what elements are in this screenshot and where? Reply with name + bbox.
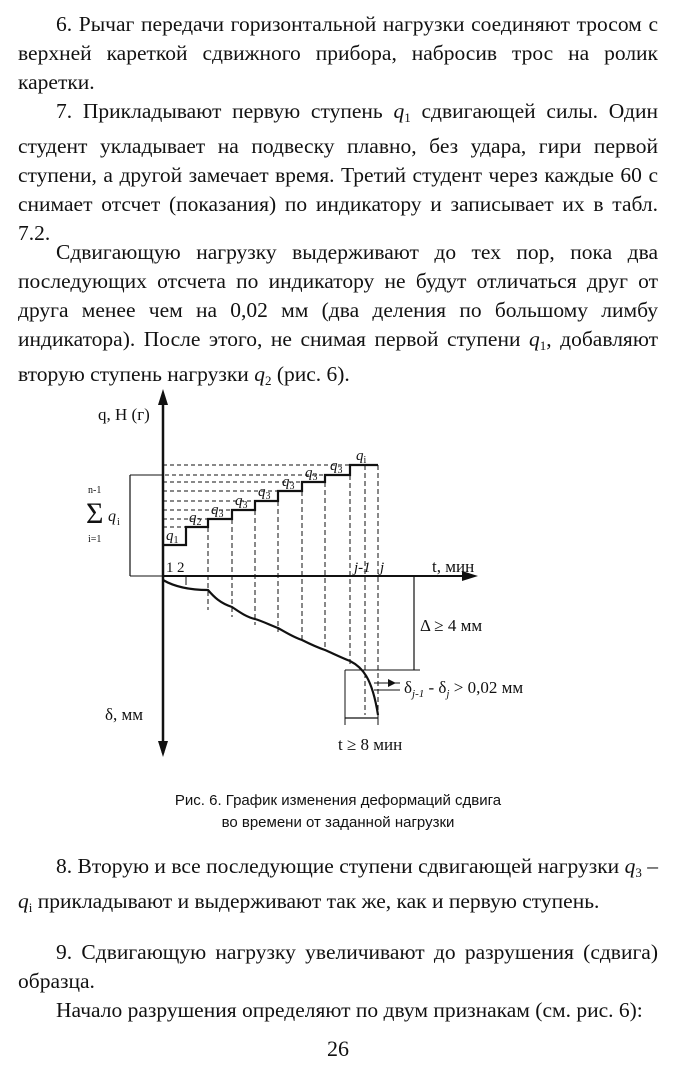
step-label: $q_3$: [305, 465, 318, 483]
paragraph-failure-signs: Начало разрушения определяют по двум признакам (см. рис. 6):: [56, 998, 643, 1022]
x-axis-label: t, мин: [432, 557, 475, 576]
step-labels: [166, 448, 367, 546]
time-guides: [208, 465, 378, 715]
paragraph-hold-load: Сдвигающую нагрузку выдерживают до тех пор, пока два последующих отсчета по индикатору не будут отличаться друг от друга менее чем на 0,02 мм (два деления по большому лимбу индикатора). После этого, не снимая первой ступени $q_1$, добавляют вторую ступень нагрузки $q_2$ (рис. 6).: [18, 240, 658, 388]
time-limit-label: t ≥ 8 мин: [338, 735, 403, 754]
page-number: 26: [327, 1036, 349, 1061]
axis-arrow-up: [158, 389, 168, 405]
tick-label-1: 1: [166, 560, 174, 576]
tick-label-j: j: [380, 560, 385, 576]
sum-variable: q: [108, 508, 116, 525]
sum-upper-limit: n-1: [88, 485, 102, 496]
tick-label-2: 2: [177, 560, 185, 576]
step-label: $q_3$: [258, 484, 271, 502]
step-label: $q_2$: [189, 510, 202, 528]
paragraph-step-8: 8. Вторую и все последующие ступени сдвигающей нагрузки $q_3 - q_i$ прикладывают и выдерживают так же, как и первую ступень.: [18, 854, 659, 915]
deformation-figure: [0, 385, 676, 775]
sum-lower-limit: i=1: [88, 534, 102, 545]
delta-axis-label: δ, мм: [105, 705, 144, 724]
deformation-curve: [163, 580, 378, 715]
figure-caption-line-1: Рис. 6. График изменения деформаций сдвига: [174, 792, 502, 809]
step-label: $q_3$: [235, 493, 248, 511]
sum-variable-index: i: [117, 517, 120, 528]
step-label: $q_3$: [282, 474, 295, 492]
delta-limit-label: Δ ≥ 4 мм: [420, 616, 483, 635]
tick-label-j-1: j-1: [354, 560, 371, 576]
paragraph-step-7: 7. Прикладывают первую ступень $q_1$ сдвигающей силы. Один студент укладывает на подвеску плавно, без удара, гири первой ступени, а другой замечает время. Третий студент через каждые 60 с снимает отсчет (показания) по индикатору и записывает их в табл. 7.2.: [18, 99, 658, 245]
paragraph-step-9: 9. Сдвигающую нагрузку увеличивают до разрушения (сдвига) образца.: [18, 940, 658, 993]
y-axis-label: q, Н (г): [98, 405, 150, 424]
figure-caption-line-2: во времени от заданной нагрузки: [221, 814, 455, 831]
step-label: $q_1$: [166, 528, 179, 546]
delta-diff-arrow: [388, 679, 396, 687]
axis-arrow-down: [158, 741, 168, 757]
sum-symbol: Σ: [86, 497, 104, 530]
load-staircase: [163, 465, 378, 545]
delta-diff-label: $\delta_{j-1} - \delta_j > 0,02$ мм: [404, 678, 524, 700]
paragraph-step-6: 6. Рычаг передачи горизонтальной нагрузки соединяют тросом с верхней кареткой сдвижного прибора, набросив трос на ролик каретки.: [18, 12, 658, 94]
step-label: $q_i$: [356, 448, 367, 466]
step-label: $q_3$: [330, 458, 343, 476]
step-label: $q_3$: [211, 502, 224, 520]
